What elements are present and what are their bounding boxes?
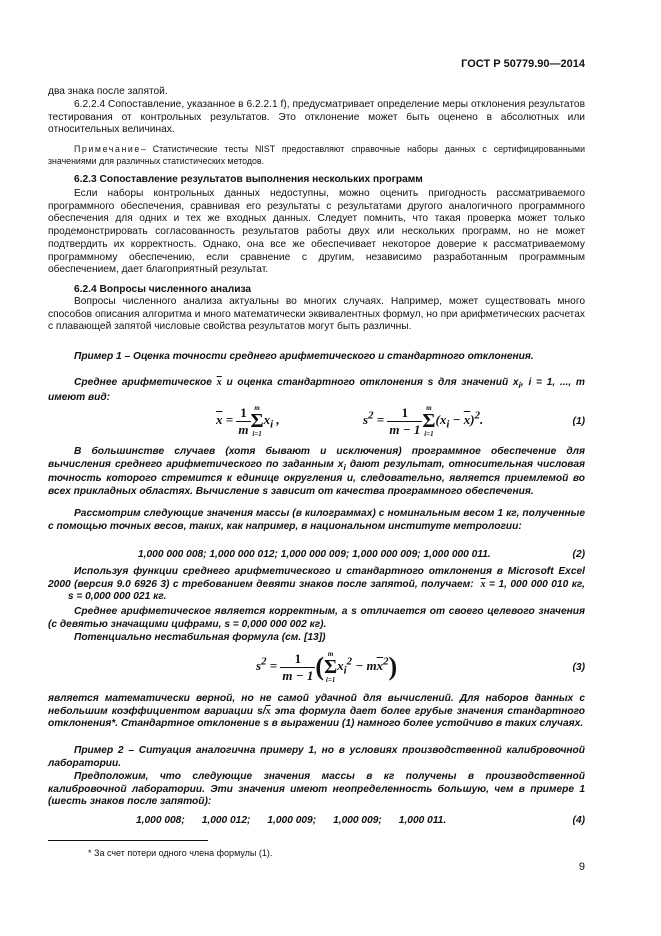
- footnote-divider: [48, 840, 208, 841]
- equation-number: (1): [572, 416, 585, 427]
- paragraph: два знака после запятой.: [48, 86, 168, 97]
- equation-number: (4): [572, 815, 585, 826]
- equation-1: [48, 404, 585, 444]
- paragraph-most-cases: В большинстве случаев (хотя бывают и исключения) программное обеспечение для вычисления среднего арифметического по заданным $x_i$ дают результат, относительная числовая точность которого стремится к единице округления u, следовательно, является приемлемой во всех прикладных областях. Вычисление s зависит от качества программного обеспечения.: [48, 446, 585, 498]
- paragraph-suppose: Предположим, что следующие значения массы в кг получены в производственной калибровочной лаборатории. Эти значения имеют неопределенность большую, чем в примере 1 (шесть знаков после запятой):: [48, 771, 585, 808]
- equation-number: (2): [572, 549, 585, 560]
- paragraph-mean-correct: Среднее арифметическое является корректным, а s отличается от своего целевого значения (с девятью значащими цифрами, s = 0,000 000 002 кг).: [48, 606, 585, 630]
- paragraph-6-2-3: Если наборы контрольных данных недоступны, можно оценить пригодность рассматриваемого программного обеспечения, сравнивая его результаты с результатами другого аналогичного программного обеспечения для одних и тех же входных данных. Следует помнить, что такая проверка может только продемонстрировать согласованность результатов работы двух или нескольких программ, но не может подтвердить их корректность. Однако, она все же обеспечивает некоторое доверие к рассматриваемому программному обеспечению, если сравнение с другим, независимо разработанным программным обеспечением, дает благоприятный результат.: [48, 188, 585, 276]
- document-page: [48, 0, 585, 936]
- doc-header: ГОСТ Р 50779.90—2014: [461, 58, 585, 70]
- heading-6-2-4: 6.2.4 Вопросы численного анализа: [74, 284, 252, 295]
- equation-2: [48, 549, 585, 563]
- paragraph-mean-std: Среднее арифметическое $\overline{x}$ и оценка стандартного отклонения s для значений $x_i$, i = 1, ..., m имеют вид:: [48, 377, 585, 403]
- example-2: Пример 2 – Ситуация аналогична примеру 1, но в условиях производственной калибровочной лаборатории.: [48, 745, 585, 769]
- equation-3: [48, 650, 585, 690]
- note: [48, 143, 585, 167]
- paragraph-consider-values: Рассмотрим следующие значения массы (в килограммах) с номинальным весом 1 кг, полученные с помощью точных весов, таких, как например, в национальном институте метрологии:: [48, 508, 585, 532]
- paragraph-math-correct: является математически верной, но не самой удачной для вычислений. Для наборов данных с небольшим коэффициентом вариации $s/\overline{x}$ эта формула дает более грубые значения стандартного отклонения*. Стандартное отклонение s в выражении (1) намного более устойчиво в таких случаях.: [48, 693, 585, 730]
- page-number: 9: [578, 861, 585, 873]
- formula-unstable: $s^2$ = $\frac{1}{m - 1}$ ( m Σ i=1 $x_i^2 - m\overline{x}^2$): [256, 650, 398, 684]
- paragraph-unstable: Потенциально нестабильная формула (см. [13]): [74, 632, 326, 643]
- equation-number: (3): [572, 662, 585, 673]
- equation-4: [48, 815, 585, 829]
- example-1: Пример 1 – Оценка точности среднего арифметического и стандартного отклонения.: [74, 351, 534, 362]
- mass-values-2: 1,000 008; 1,000 012; 1,000 009; 1,000 009; 1,000 011.: [136, 815, 447, 826]
- note-text: – Статистические тесты NIST предоставляют справочные наборы данных с сертифицированными значениями для различных статистических методов.: [48, 144, 585, 166]
- formula-std: $s^2$ = $\frac{1}{m - 1}$ m Σ i=1 $(x_i - \overline{x})^2$.: [363, 404, 484, 438]
- note-label: Примечание: [74, 144, 141, 154]
- heading-6-2-3: 6.2.3 Сопоставление результатов выполнения нескольких программ: [74, 174, 423, 185]
- footnote: * За счет потери одного члена формулы (1).: [88, 848, 273, 858]
- paragraph-6-2-2-4: 6.2.2.4 Сопоставление, указанное в 6.2.2.1 f), предусматривает определение меры отклонения результатов тестирования от контрольных результатов. Это отклонение может быть оценено в абсолютных или относительных величинах.: [48, 99, 585, 136]
- formula-mean: $\overline{x}$ = $\frac{1}{m}$ m Σ i=1 $x_i$ ,: [216, 404, 280, 438]
- paragraph-excel: Используя функции среднего арифметического и стандартного отклонения в Microsoft Excel 2000 (версия 9.0 6926 3) с требованием девяти знаков после запятой, получаем: $\overline{x} = 1$, 000 000 010 кг, s = 0,000 000 021 кг.: [48, 566, 585, 603]
- mass-values-1: 1,000 000 008; 1,000 000 012; 1,000 000 009; 1,000 000 009; 1,000 000 011.: [138, 549, 491, 560]
- paragraph-6-2-4: Вопросы численного анализа актуальны во многих случаях. Например, может существовать много способов описания алгоритма и много математически эквивалентных формул, но при арифметических расчетах с плавающей запятой числовые свойства результатов могут быть различны.: [48, 296, 585, 333]
